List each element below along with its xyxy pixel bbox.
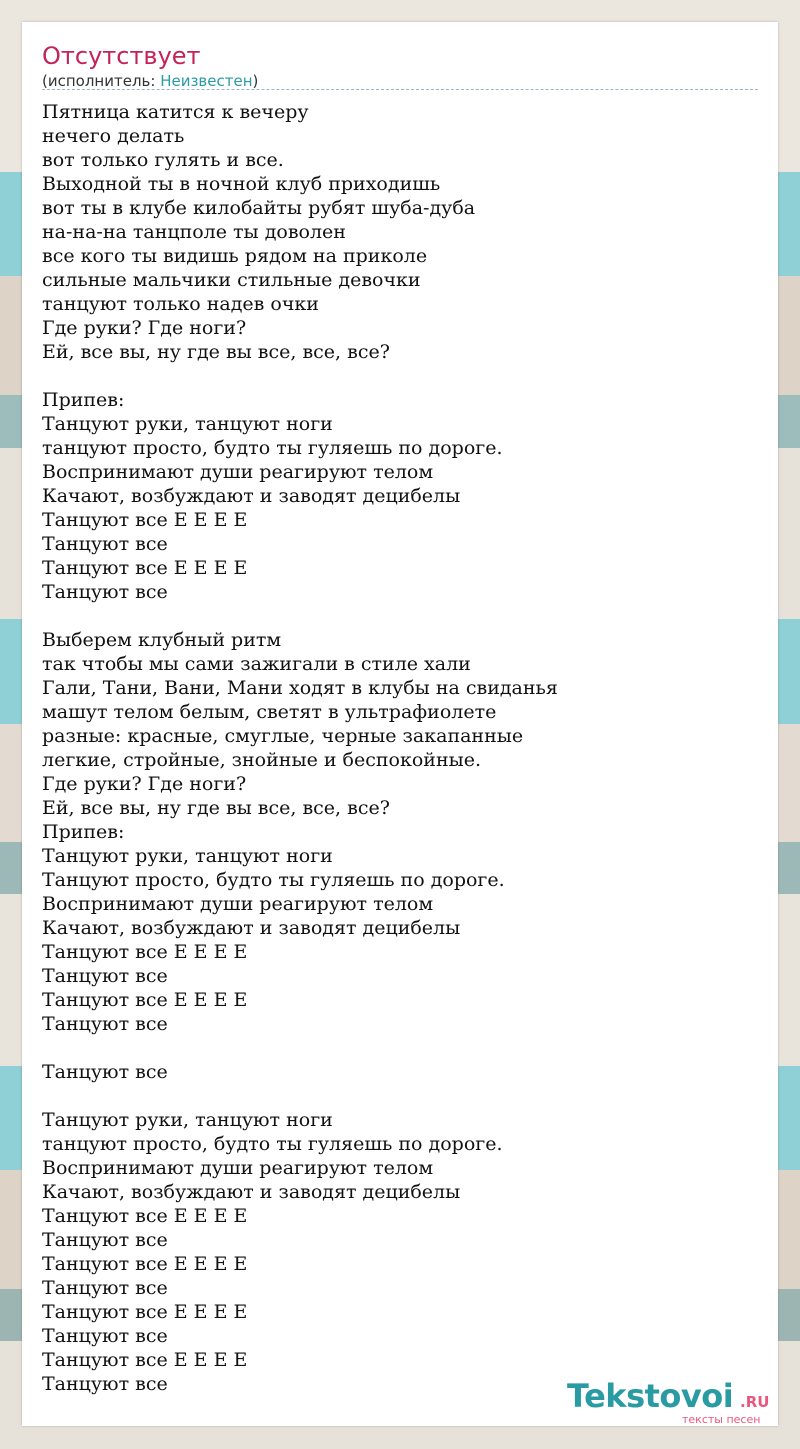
- lyrics-line: вот только гулять и все.: [42, 149, 284, 171]
- lyrics-line: нечего делать: [42, 125, 185, 147]
- site-logo[interactable]: [567, 1378, 777, 1424]
- lyrics-blank-line: [42, 1036, 762, 1060]
- lyrics-text: [42, 100, 762, 1396]
- lyrics-line: Танцуют все: [42, 533, 168, 555]
- lyrics-line: Танцуют все Е Е Е Е: [42, 1349, 248, 1371]
- lyrics-line: Танцуют все: [42, 965, 168, 987]
- lyrics-line: Танцуют все: [42, 1373, 168, 1395]
- lyrics-line: Танцуют все Е Е Е Е: [42, 509, 248, 531]
- lyrics-line: Танцуют все: [42, 1277, 168, 1299]
- lyrics-line: Танцуют все Е Е Е Е: [42, 989, 248, 1011]
- lyrics-line: Танцуют все Е Е Е Е: [42, 941, 248, 963]
- lyrics-line: сильные мальчики стильные девочки: [42, 269, 421, 291]
- lyrics-line: машут телом белым, светят в ультрафиолете: [42, 701, 497, 723]
- lyrics-line: Припев:: [42, 389, 125, 411]
- lyrics-line: Воспринимают души реагируют телом: [42, 1157, 434, 1179]
- logo-tagline: тексты песен: [682, 1413, 761, 1426]
- artist-suffix: ): [252, 72, 259, 90]
- lyrics-line: Пятница катится к вечеру: [42, 101, 309, 123]
- lyrics-line: Выберем клубный ритм: [42, 629, 282, 651]
- lyrics-line: танцуют просто, будто ты гуляешь по дороге.: [42, 1133, 503, 1155]
- lyrics-line: Танцуют просто, будто ты гуляешь по дороге.: [42, 869, 505, 891]
- title-divider: [42, 89, 758, 90]
- lyrics-line: Танцуют все Е Е Е Е: [42, 1205, 248, 1227]
- lyrics-line: Танцуют руки, танцуют ноги: [42, 413, 333, 435]
- lyrics-line: Танцуют руки, танцуют ноги: [42, 1109, 333, 1131]
- song-title: Отсутствует: [42, 42, 201, 70]
- lyrics-blank-line: [42, 604, 762, 628]
- lyrics-line: Воспринимают души реагируют телом: [42, 893, 434, 915]
- lyrics-blank-line: [42, 364, 762, 388]
- lyrics-line: Качают, возбуждают и заводят децибелы: [42, 485, 461, 507]
- lyrics-line: легкие, стройные, знойные и беспокойные.: [42, 749, 482, 771]
- lyrics-line: Выходной ты в ночной клуб приходишь: [42, 173, 441, 195]
- lyrics-line: Гали, Тани, Вани, Мани ходят в клубы на свиданья: [42, 677, 558, 699]
- lyrics-line: все кого ты видишь рядом на приколе: [42, 245, 428, 267]
- lyrics-line: Ей, все вы, ну где вы все, все, все?: [42, 341, 390, 363]
- artist-prefix: (исполнитель:: [42, 72, 161, 90]
- lyrics-line: Танцуют все: [42, 581, 168, 603]
- lyrics-line: Воспринимают души реагируют телом: [42, 461, 434, 483]
- logo-tld: .RU: [740, 1393, 770, 1411]
- lyrics-line: Танцуют все Е Е Е Е: [42, 1253, 248, 1275]
- artist-line: [42, 72, 258, 90]
- lyrics-line: Танцуют все: [42, 1229, 168, 1251]
- lyrics-line: танцуют просто, будто ты гуляешь по дороге.: [42, 437, 503, 459]
- lyrics-line: Танцуют все Е Е Е Е: [42, 557, 248, 579]
- lyrics-line: Качают, возбуждают и заводят децибелы: [42, 1181, 461, 1203]
- lyrics-line: Танцуют все: [42, 1061, 168, 1083]
- lyrics-line: Качают, возбуждают и заводят децибелы: [42, 917, 461, 939]
- lyrics-line: Где руки? Где ноги?: [42, 317, 247, 339]
- lyrics-line: танцуют только надев очки: [42, 293, 319, 315]
- lyrics-line: Танцуют все Е Е Е Е: [42, 1301, 248, 1323]
- lyrics-blank-line: [42, 1084, 762, 1108]
- lyrics-line: так чтобы мы сами зажигали в стиле хали: [42, 653, 471, 675]
- lyrics-line: Где руки? Где ноги?: [42, 773, 247, 795]
- logo-name: Tekstovoi: [567, 1377, 734, 1415]
- artist-link[interactable]: Неизвестен: [160, 72, 253, 90]
- lyrics-line: Припев:: [42, 821, 125, 843]
- lyrics-line: на-на-на танцполе ты доволен: [42, 221, 346, 243]
- lyrics-line: вот ты в клубе килобайты рубят шуба-дуба: [42, 197, 476, 219]
- lyrics-card: [22, 22, 778, 1426]
- lyrics-line: Танцуют все: [42, 1013, 168, 1035]
- lyrics-line: разные: красные, смуглые, черные закапанные: [42, 725, 524, 747]
- lyrics-line: Танцуют все: [42, 1325, 168, 1347]
- lyrics-line: Ей, все вы, ну где вы все, все, все?: [42, 797, 390, 819]
- lyrics-line: Танцуют руки, танцуют ноги: [42, 845, 333, 867]
